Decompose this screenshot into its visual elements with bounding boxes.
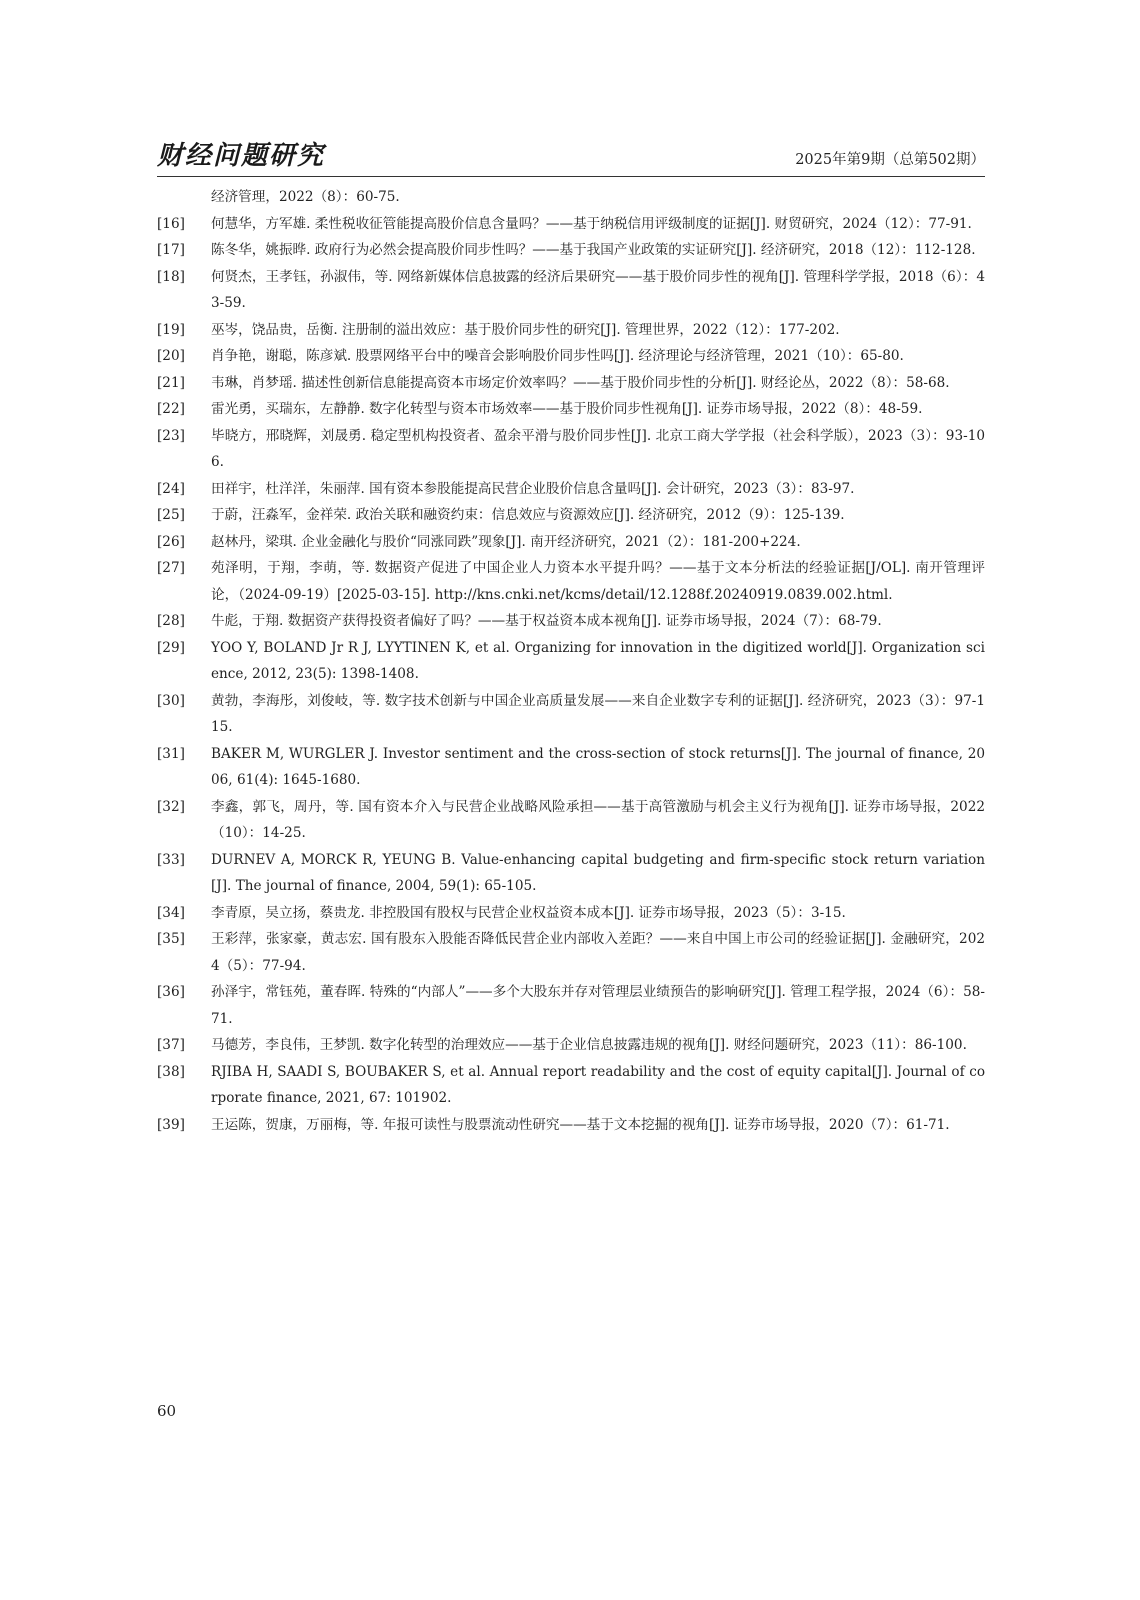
reference-number: [39] xyxy=(157,1116,185,1133)
reference-number: [33] xyxy=(157,851,185,868)
reference-text: YOO Y, BOLAND Jr R J, LYYTINEN K, et al. Organizing for innovation in the digitized world[J]. Organization science, 2012, 23(5): 1398-1408. xyxy=(211,639,985,682)
reference-item xyxy=(157,423,985,476)
reference-number: [19] xyxy=(157,321,185,338)
reference-text: 李青原，吴立扬，蔡贵龙. 非控股国有股权与民营企业权益资本成本[J]. 证券市场导报，2023（5）：3-15. xyxy=(211,904,846,921)
reference-number: [36] xyxy=(157,984,185,1000)
reference-text: 肖争艳，谢聪，陈彦斌. 股票网络平台中的噪音会影响股价同步性吗[J]. 经济理论与经济管理，2021（10）：65-80. xyxy=(211,348,904,364)
reference-text: 田祥宇，杜洋洋，朱丽萍. 国有资本参股能提高民营企业股价信息含量吗[J]. 会计研究，2023（3）：83-97. xyxy=(211,480,855,497)
reference-number: [35] xyxy=(157,931,185,947)
reference-number: [28] xyxy=(157,613,185,629)
reference-item xyxy=(157,529,985,556)
reference-text: 韦琳，肖梦瑶. 描述性创新信息能提高资本市场定价效率吗？——基于股价同步性的分析[J]. 财经论丛，2022（8）：58-68. xyxy=(211,374,950,391)
reference-number: [18] xyxy=(157,268,185,285)
reference-text: 赵林丹，梁琪. 企业金融化与股价“同涨同跌”现象[J]. 南开经济研究，2021（2）：181-200+224. xyxy=(211,533,801,550)
reference-item xyxy=(157,741,985,794)
reference-item xyxy=(157,794,985,847)
reference-number: [37] xyxy=(157,1037,185,1053)
reference-text: 毕晓方，邢晓辉，刘晟勇. 稳定型机构投资者、盈余平滑与股价同步性[J]. 北京工商大学学报（社会科学版），2023（3）：93-106. xyxy=(211,427,985,470)
reference-item xyxy=(157,211,985,238)
reference-number: [27] xyxy=(157,560,185,576)
reference-number: [22] xyxy=(157,401,185,417)
reference-continuation xyxy=(157,184,985,211)
reference-item xyxy=(157,237,985,264)
reference-item xyxy=(157,555,985,608)
reference-item xyxy=(157,688,985,741)
reference-text: DURNEV A, MORCK R, YEUNG B. Value-enhancing capital budgeting and firm-specific stock return variation[J]. The journal of finance, 2004, 59(1): 65-105. xyxy=(211,851,985,894)
journal-logo: 财经问题研究 xyxy=(157,141,326,171)
reference-item xyxy=(157,608,985,635)
reference-item xyxy=(157,476,985,503)
reference-list xyxy=(157,184,985,1138)
reference-number: [16] xyxy=(157,215,185,232)
reference-item xyxy=(157,1032,985,1059)
reference-text: 何慧华，方军雄. 柔性税收征管能提高股价信息含量吗？——基于纳税信用评级制度的证据[J]. 财贸研究，2024（12）：77-91. xyxy=(211,215,972,232)
reference-item xyxy=(157,264,985,317)
reference-number: [29] xyxy=(157,639,185,656)
reference-number: [25] xyxy=(157,507,185,523)
reference-item xyxy=(157,1059,985,1112)
reference-item xyxy=(157,343,985,370)
reference-number: [30] xyxy=(157,692,185,709)
reference-item xyxy=(157,926,985,979)
reference-text: 马德芳，李良伟，王梦凯. 数字化转型的治理效应——基于企业信息披露违规的视角[J]. 财经问题研究，2023（11）：86-100. xyxy=(211,1037,967,1053)
issue-info: 2025年第9期（总第502期） xyxy=(795,152,985,168)
reference-item xyxy=(157,979,985,1032)
reference-text: 王彩萍，张家豪，黄志宏. 国有股东入股能否降低民营企业内部收入差距？——来自中国上市公司的经验证据[J]. 金融研究，2024（5）：77-94. xyxy=(211,931,985,974)
page-number: 60 xyxy=(157,1402,177,1420)
reference-text: 雷光勇，买瑞东，左静静. 数字化转型与资本市场效率——基于股价同步性视角[J]. 证券市场导报，2022（8）：48-59. xyxy=(211,401,923,417)
reference-text: 经济管理，2022（8）：60-75. xyxy=(211,189,400,205)
reference-number: [21] xyxy=(157,374,185,391)
page-header xyxy=(157,140,985,174)
reference-text: 苑泽明，于翔，李萌，等. 数据资产促进了中国企业人力资本水平提升吗？——基于文本分析法的经验证据[J/OL]. 南开管理评论，（2024-09-19）[2025-03-15]. http://kns.cnki.net/kcms/detail/12.1288f.20240919.0839.002.html. xyxy=(211,560,985,603)
reference-number: [32] xyxy=(157,798,185,815)
reference-number: [31] xyxy=(157,745,185,762)
reference-text: RJIBA H, SAADI S, BOUBAKER S, et al. Annual report readability and the cost of equity capital[J]. Journal of corporate finance, 2021, 67: 101902. xyxy=(211,1063,985,1106)
reference-text: 何贤杰，王孝钰，孙淑伟，等. 网络新媒体信息披露的经济后果研究——基于股价同步性的视角[J]. 管理科学学报，2018（6）：43-59. xyxy=(211,268,985,311)
reference-text: 黄勃，李海彤，刘俊岐，等. 数字技术创新与中国企业高质量发展——来自企业数字专利的证据[J]. 经济研究，2023（3）：97-115. xyxy=(211,692,985,735)
reference-number: [34] xyxy=(157,904,185,921)
reference-number: [20] xyxy=(157,348,185,364)
reference-text: 于蔚，汪淼军，金祥荣. 政治关联和融资约束：信息效应与资源效应[J]. 经济研究，2012（9）：125-139. xyxy=(211,507,845,523)
reference-number: [38] xyxy=(157,1063,185,1080)
reference-item xyxy=(157,317,985,344)
reference-text: 牛彪，于翔. 数据资产获得投资者偏好了吗？——基于权益资本成本视角[J]. 证券市场导报，2024（7）：68-79. xyxy=(211,613,882,629)
reference-text: 巫岑，饶品贵，岳衡. 注册制的溢出效应：基于股价同步性的研究[J]. 管理世界，2022（12）：177-202. xyxy=(211,321,840,338)
reference-text: BAKER M, WURGLER J. Investor sentiment and the cross-section of stock returns[J]. The journal of finance, 2006, 61(4): 1645-1680. xyxy=(211,745,985,788)
reference-number: [26] xyxy=(157,533,185,550)
reference-item xyxy=(157,635,985,688)
reference-text: 孙泽宇，常钰苑，董春晖. 特殊的“内部人”——多个大股东并存对管理层业绩预告的影响研究[J]. 管理工程学报，2024（6）：58-71. xyxy=(211,984,985,1027)
reference-item xyxy=(157,900,985,927)
reference-text: 陈冬华，姚振晔. 政府行为必然会提高股价同步性吗？——基于我国产业政策的实证研究[J]. 经济研究，2018（12）：112-128. xyxy=(211,242,976,258)
header-divider xyxy=(157,176,985,177)
reference-text: 李鑫，郭飞，周丹，等. 国有资本介入与民营企业战略风险承担——基于高管激励与机会主义行为视角[J]. 证券市场导报，2022（10）：14-25. xyxy=(211,798,985,841)
reference-text: 王运陈，贺康，万丽梅，等. 年报可读性与股票流动性研究——基于文本挖掘的视角[J]. 证券市场导报，2020（7）：61-71. xyxy=(211,1116,950,1133)
reference-number: [17] xyxy=(157,242,185,258)
reference-number: [24] xyxy=(157,480,185,497)
reference-item xyxy=(157,370,985,397)
reference-item xyxy=(157,396,985,423)
reference-item xyxy=(157,1112,985,1139)
reference-item xyxy=(157,847,985,900)
reference-number: [23] xyxy=(157,427,185,444)
reference-item xyxy=(157,502,985,529)
